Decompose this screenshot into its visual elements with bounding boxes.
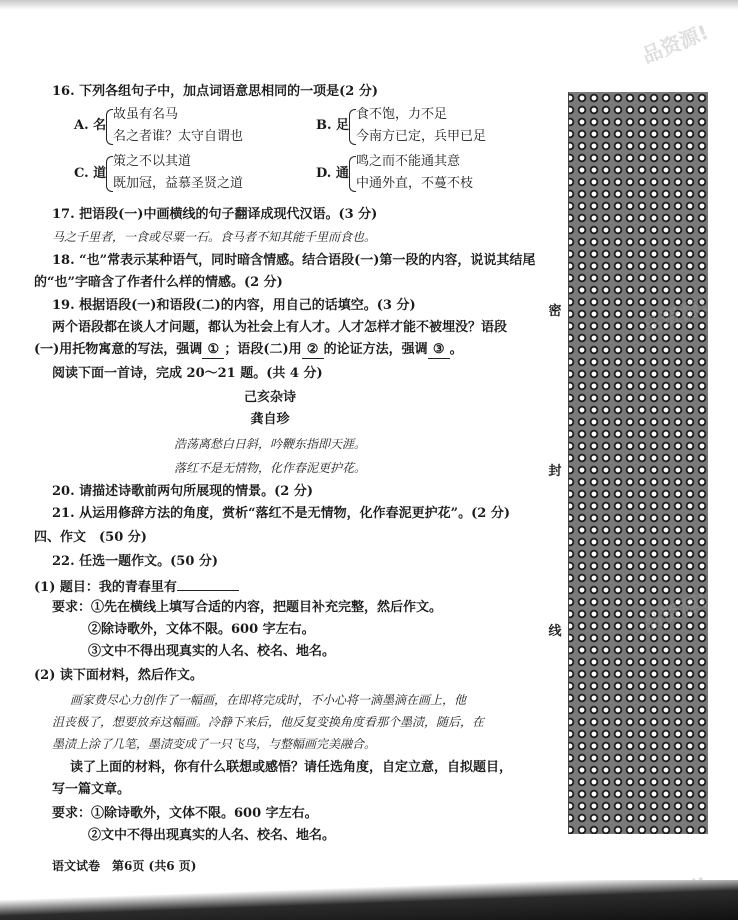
- q16-option-a-line2: 名之者谁？太守自谓也: [113, 129, 244, 144]
- q22-topic1-title-text: (1) 题目：我的青春里有: [34, 580, 177, 595]
- q18-line1: 18. “也”常表示某种语气，同时暗含情感。结合语段(一)第一段的内容，说说其结尾: [52, 253, 536, 268]
- q19-line1: 两个语段都在谈人才问题，都认为社会上有人才。人才怎样才能不被埋没？语段: [52, 320, 508, 335]
- q19-stem: 19. 根据语段(一)和语段(二)的内容，用自己的话填空。(3 分): [52, 298, 416, 313]
- watermark-top: 品资源!: [638, 19, 712, 68]
- page-footer: 语文试卷 第6页 (共6 页): [52, 859, 197, 873]
- q19-blank-1[interactable]: ①: [202, 342, 224, 359]
- q17-sentence: 马之千里者，一食或尽粟一石。食马者不知其能千里而食也。: [52, 230, 377, 244]
- q18-line2: 的“也”字暗含了作者什么样的情感。(2 分): [34, 275, 283, 290]
- q22-topic2-req1: 要求：①除诗歌外，文体不限。600 字左右。: [52, 806, 318, 821]
- q19-line2-part-b: ；语段(二)用: [224, 342, 302, 357]
- q16-option-d-line1: 鸣之而不能通其意: [356, 154, 461, 169]
- q16-option-d-brace: [349, 156, 356, 192]
- q22-topic2-title: (2) 读下面材料，然后作文。: [34, 668, 203, 683]
- q19-line2-part-d: 。: [449, 342, 463, 357]
- q22-topic2-prompt-2: 写一篇文章。: [52, 782, 131, 797]
- poem-author: 龚自珍: [250, 412, 290, 427]
- q19-blank-3[interactable]: ③: [428, 342, 450, 359]
- binding-label-feng: 封: [548, 464, 562, 479]
- q22-topic2-material-3: 墨渍上涂了几笔，墨渍变成了一只飞鸟，与整幅画完美融合。: [52, 737, 377, 751]
- poem-line-1: 浩荡离愁白日斜，吟鞭东指即天涯。: [173, 437, 366, 451]
- q22-topic1-blank[interactable]: [177, 578, 239, 591]
- q16-option-c-line1: 策之不以其道: [113, 154, 192, 169]
- q19-line2: [34, 342, 463, 359]
- q17-stem: 17. 把语段(一)中画横线的句子翻译成现代汉语。(3 分): [52, 207, 378, 222]
- section-4-heading: 四、作文 (50 分): [34, 530, 147, 545]
- q19-line2-part-a: (一)用托物寓意的写法，强调: [34, 342, 203, 357]
- q16-option-c-label: C. 道: [74, 166, 107, 181]
- poem-intro: 阅读下面一首诗，完成 20～21 题。(共 4 分): [52, 366, 323, 381]
- q19-line2-part-c: 的论证方法，强调: [323, 342, 428, 357]
- q22-topic1-req1: 要求：①先在横线上填写合适的内容，把题目补充完整，然后作文。: [52, 600, 443, 615]
- q22-topic1-req3: ③文中不得出现真实的人名、校名、地名。: [88, 644, 336, 659]
- q21-stem: 21. 从运用修辞方法的角度，赏析“落红不是无情物，化作春泥更护花”。(2 分): [52, 506, 510, 521]
- q16-option-b-brace: [349, 109, 356, 145]
- q22-topic1-req2: ②除诗歌外，文体不限。600 字左右。: [88, 622, 315, 637]
- q16-option-d-line2: 中通外直，不蔓不枝: [356, 176, 474, 191]
- scan-bottom-edge: [0, 880, 738, 920]
- q22-topic2-prompt-1: 读了上面的材料，你有什么联想或感悟？请任选角度，自定立意，自拟题目，: [70, 760, 513, 775]
- watermark-lower: 品资源!: [638, 587, 712, 636]
- q16-option-a-brace: [106, 109, 113, 145]
- scan-top-edge: [0, 0, 738, 10]
- q16-option-c-line2: 既加冠，益慕圣贤之道: [113, 176, 244, 191]
- q22-topic2-req2: ②文中不得出现真实的人名、校名、地名。: [88, 828, 336, 843]
- q20-stem: 20. 请描述诗歌前两句所展现的情景。(2 分): [52, 484, 314, 499]
- q16-option-c-brace: [106, 156, 113, 192]
- q22-topic1-title: [34, 578, 239, 596]
- q16-option-b-line2: 今南方已定，兵甲已足: [356, 129, 487, 144]
- q16-option-b-label: B. 足: [316, 118, 350, 133]
- q16-stem: 16. 下列各组句子中，加点词语意思相同的一项是(2 分): [52, 84, 379, 99]
- poem-line-2: 落红不是无情物，化作春泥更护花。: [173, 461, 366, 475]
- q22-topic2-material-2: 沮丧极了，想要放弃这幅画。冷静下来后，他反复变换角度看那个墨渍，随后，在: [52, 715, 485, 729]
- watermark-mid: 品资源!: [638, 291, 712, 340]
- poem-title: 己亥杂诗: [243, 390, 296, 405]
- binding-label-xian: 线: [548, 624, 562, 639]
- q22-stem: 22. 任选一题作文。(50 分): [52, 554, 219, 569]
- q22-topic2-material-1: 画家费尽心力创作了一幅画，在即将完成时，不小心将一滴墨滴在画上，他: [70, 693, 467, 707]
- q16-option-a-line1: 故虽有名马: [113, 107, 179, 122]
- q16-option-a-label: A. 名: [74, 118, 107, 133]
- q16-option-d-label: D. 通: [316, 166, 349, 181]
- q16-option-b-line1: 食不饱，力不足: [356, 107, 448, 122]
- binding-label-mi: 密: [548, 304, 562, 319]
- q19-blank-2[interactable]: ②: [302, 342, 324, 359]
